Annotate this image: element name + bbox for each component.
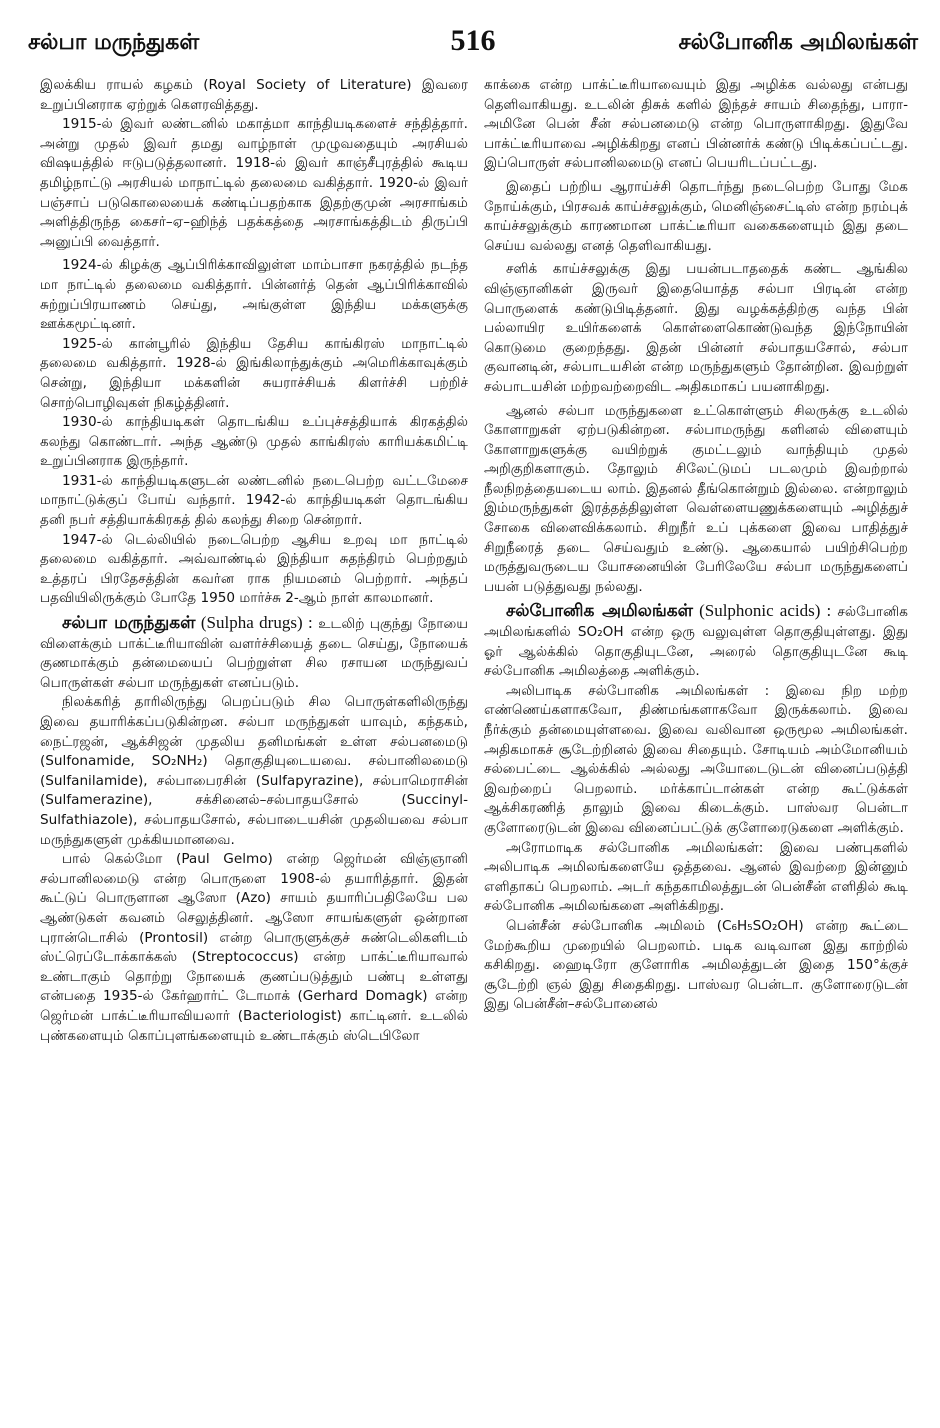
entry-text: உடலிற் புகுந்து நோயை விளைக்கும் பாக்ட்டீரியாவின் வளர்ச்சியைத் தடை செய்து, நோயைக் குணமாக்கும் தன்மையைப் பெற்றுள்ள சில ரசாயன மருந்துவப் பொருள்கள் சல்பா மருந்துகள் எனப்படும். <box>40 616 469 691</box>
running-head-right: சல்போனிக அமிலங்கள் <box>678 30 918 55</box>
paragraph: நிலக்கரித் தாரிலிருந்து பெறப்படும் சில பொருள்களிலிருந்து இவை தயாரிக்கப்படுகின்றன. சல்பா மருந்துகள் யாவும், கந்தகம், நைட்ரஜன், ஆக்சிஜன் முதலிய தனிமங்கள் உள்ள சல்பனமைடு (Sulfonamide, SO₂NH₂) தொகுதியுடையவை. சல்பானிலமைடு (Sulfanilamide), சல்பாபைரசின் (Sulfapyrazine), சல்பாமெராசின் (Sulfamerazine), சக்சினைல்–சல்பாதயசோல் (Succinyl-Sulfathiazole), சல்பாதயசோல், சல்பாடையசின் முதலியவை சல்பா மருந்துகளுள் முக்கியமானவை. <box>40 694 468 848</box>
entry-english-title: (Sulphonic acids) : <box>699 601 832 621</box>
running-head-left: சல்பா மருந்துகள் <box>28 30 200 55</box>
page-number: 516 <box>450 24 496 57</box>
paragraph: 1915-ல் இவர் லண்டனில் மகாத்மா காந்தியடிகளைச் சந்தித்தார். அன்று முதல் இவர் தமது வாழ்நாள் முழுவதையும் அரசியல் விஷயத்தில் ஈடுபடுத்தலானர். 1918-ல் இவர் காஞ்சீபுரத்தில் கூடிய தமிழ்நாட்டு அரசியல் மாநாட்டில் தலைமை வகித்தார். 1920-ல் இவர் பஞ்சாப் படுகொலையைக் கண்டிப்பதற்காக இதற்குமுன் அரசாங்கம் அளித்திருந்த கைசர்–ஏ–ஹிந்த் பதக்கத்தை அரசாங்கத்திடம் திருப்பி அனுப்பி வைத்தார். <box>40 116 468 250</box>
paragraph: காக்கை என்ற பாக்ட்டீரியாவையும் இது அழிக்க வல்லது என்பது தெளிவாகியது. உடலின் திசுக் களில் இந்தச் சாயம் சிதைந்து, பாரா-அமினே பென் சீன் சல்பனமைடு என்ற பொருளாகிறது. இதுவே பாக்ட்டீரியாவை அழிக்கிறது எனப் பின்னர்க் கண்டு பிடிக்கப்பட்டது. இப்பொருள் சல்பானிலமைடு எனப் பெயரிடப்பட்டது. <box>484 77 908 172</box>
entry-title: சல்போனிக அமிலங்கள் <box>506 601 693 622</box>
paragraph: 1947-ல் டெல்லியில் நடைபெற்ற ஆசிய உறவு மா நாட்டில் தலைமை வகித்தார். அவ்வாண்டில் இந்தியா சுதந்திரம் பெற்றதும் உத்தரப் பிரதேசத்தின் கவர்ன ராக நியமனம் பெற்றார். அந்தப் பதவியிலிருக்கும் போதே 1950 மார்ச்சு 2-ஆம் நாள் காலமானர். <box>40 531 468 607</box>
entry-english-title: (Sulpha drugs) : <box>200 613 313 633</box>
entry-paragraph <box>484 601 908 681</box>
entry-paragraph <box>40 613 468 693</box>
paragraph: 1924-ல் கிழக்கு ஆப்பிரிக்காவிலுள்ள மாம்பாசா நகரத்தில் நடந்த மா நாட்டில் தலைமை வகித்தார். பின்னர்த் தென் ஆப்பிரிக்காவில் சுற்றுப்பிரயாணம் செய்து, அங்குள்ள இந்திய மக்களுக்கு ஊக்கமூட்டினர். <box>40 257 468 333</box>
paragraph: இலக்கிய ராயல் கழகம் (Royal Society of Literature) இவரை உறுப்பினராக ஏற்றுக் கௌரவித்தது. <box>40 77 468 113</box>
paragraph: அலிபாடிக சல்போனிக அமிலங்கள் : இவை நிற மற்ற எண்ணெய்களாகவோ, திண்மங்களாகவோ இருக்கலாம். இவை நீர்க்கும் தன்மையுள்ளவை. இவை வலிவான ஒருமூல அமிலங்கள். அதிகமாகச் சூடேற்றினல் இவை சிதையும். சோடியம் அம்மோனியம் சல்பைட்டை ஆல்க்கில் அல்லது அயோடைடுடன் வினைப்படுத்தி இவற்றைப் பெறலாம். மர்க்காப்டான்கள் என்ற கூட்டுக்கள் ஆக்சிகரணித் தாலும் இவை கிடைக்கும். பாஸ்வர பென்டா குளோரைடுடன் இவை வினைப்பட்டுக் குளோரைடுகளை அளிக்கும். <box>484 682 908 836</box>
paragraph: பால் கெல்மோ (Paul Gelmo) என்ற ஜெர்மன் விஞ்ஞானி சல்பானிலமைடு என்ற பொருளை 1908-ல் தயாரித்தார். இதன் கூட்டுப் பொருளான ஆஸோ (Azo) சாயம் தயாரிப்பதிலேயே பல ஆண்டுகள் கவனம் செலுத்தினர். ஆஸோ சாயங்களுள் ஒன்றான புரான்டொசில் (Prontosil) என்ற பொருளுக்குச் சுண்டெலிகளிடம் ஸ்ட்ரெப்டோக்காக்கஸ் (Streptococcus) என்ற பாக்ட்டீரியாவால் உண்டாகும் தொற்று நோயைக் குணப்படுத்தும் பண்பு உள்ளது என்பதை 1935-ல் கேர்ஹார்ட் டோமாக் (Gerhard Domagk) என்ற ஜெர்மன் பாக்ட்டீரியாவியலார் (Bacteriologist) காட்டினர். உடலில் புண்களையும் கொப்புளங்களையும் உண்டாக்கும் ஸ்டெபிலோ <box>40 851 468 1044</box>
paragraph: பென்சீன் சல்போனிக அமிலம் (C₆H₅SO₂OH) என்ற கூட்டை மேற்கூறிய முறையில் பெறலாம். படிக வடிவான இது காற்றில் கசிகிறது. ஹைடிரோ குளோரிக அமிலத்துடன் இதை 150°க்குச் சூடேற்றி ஞல் இது சிதைகிறது. பாஸ்வர பென்டா. குளோரைடுடன் இது பென்சீன்–சல்போனைல் <box>484 917 908 1013</box>
paragraph: இதைப் பற்றிய ஆராய்ச்சி தொடர்ந்து நடைபெற்ற போது மேக நோய்க்கும், பிரசவக் காய்ச்சலுக்கும், மெனிஞ்சைட்டிஸ் என்ற நரம்புக் காய்ச்சலுக்கும் காரணமான பாக்ட்டீரியா வகைகளையும் இது தடை செய்ய வல்லது எனத் தெளிவாகியது. <box>484 178 908 254</box>
page-header <box>28 24 918 68</box>
paragraph: சளிக் காய்ச்சலுக்கு இது பயன்படாததைக் கண்ட ஆங்கில விஞ்ஞானிகள் இருவர் இதையொத்த சல்பா பிரடின் என்ற பொருளைக் கண்டுபிடித்தனர். இது வழக்கத்திற்கு வந்த பின் பல்லாயிர உயிர்களைக் கொள்ளைகொண்டுவந்த இந்நோயின் கொடுமை குறைந்தது. இதன் பின்னர் சல்பாதயசோல், சல்பா குவானடின், சல்பாடயசின் என்ற மருந்துகளும் தோன்றின. இவற்றுள் சல்பாடயசின் மற்றவற்றைவிட அதிகமாகப் பயனாகிறது. <box>484 261 908 395</box>
paragraph: 1930-ல் காந்தியடிகள் தொடங்கிய உப்புச்சத்தியாக் கிரகத்தில் கலந்து கொண்டார். அந்த ஆண்டு முதல் காங்கிரஸ் காரியக்கமிட்டி உறுப்பினராக இருந்தார். <box>40 414 468 470</box>
paragraph: 1931-ல் காந்தியடிகளுடன் லண்டனில் நடைபெற்ற வட்டமேசை மாநாட்டுக்குப் போய் வந்தார். 1942-ல் காந்தியடிகள் தொடங்கிய தனி நபர் சத்தியாக்கிரகத் தில் கலந்து சிறை சென்றார். <box>40 472 468 529</box>
entry-text: சல்போனிக அமிலங்களில் SO₂OH என்ற ஒரு வலுவுள்ள தொகுதியுள்ளது. இது ஓர் ஆல்க்கில் தொகுதியுடனே, அரைல் தொகுதியுடனே கூடி சல்போனிக அமிலத்தை அளிக்கும். <box>484 604 908 680</box>
paragraph: 1925-ல் கான்பூரில் இந்திய தேசிய காங்கிரஸ் மாநாட்டில் தலைமை வகித்தார். 1928-ல் இங்கிலாந்துக்கும் அமெரிக்காவுக்கும் சென்று, இந்தியா மக்களின் சுயராச்சியக் கிளர்ச்சி பற்றிச் சொற்பொழிவுகள் நிகழ்த்தினர். <box>40 335 468 411</box>
paragraph: ஆனல் சல்பா மருந்துகளை உட்கொள்ளும் சிலருக்கு உடலில் கோளாறுகள் ஏற்படுகின்றன. சல்பாமருந்து களினல் விளையும் கோளாறுகளுக்கு வயிற்றுக் குமட்டலும் வாந்தியும் முதல் அறிகுறிகளாகும். தோலும் சிலேட்டுமப் படலமும் இவற்றால் நீலநிறத்தையடைய லாம். இதனல் தீங்கொன்றும் இல்லை. என்றாலும் இம்மருந்துகள் இரத்தத்திலுள்ள வெள்ளையணுக்களையும் அழித்துச் சோகை விளைவிக்கலாம். சிறுநீர் உப் புக்களை இவை பாதித்துச் சிறுநீரைத் தடை செய்வதும் உண்டு. ஆகையால் பயிற்சிபெற்ற மருத்துவருடைய யோசனையின் பேரிலேயே சல்பா மருந்துகளைப் பயன் படுத்துவது நல்லது. <box>484 402 908 595</box>
paragraph: அரோமாடிக சல்போனிக அமிலங்கள்: இவை பண்புகளில் அலிபாடிக அமிலங்களையே ஒத்தவை. ஆனல் இவற்றை இன்னும் எளிதாகப் பெறலாம். அடர் கந்தகாமிலத்துடன் பென்சீன் எளிதில் கூடி சல்போனிக அமிலங்களை அளிக்கிறது. <box>484 839 908 915</box>
left-column <box>40 76 468 1046</box>
entry-title: சல்பா மருந்துகள் <box>62 613 196 634</box>
right-column <box>484 76 908 1015</box>
